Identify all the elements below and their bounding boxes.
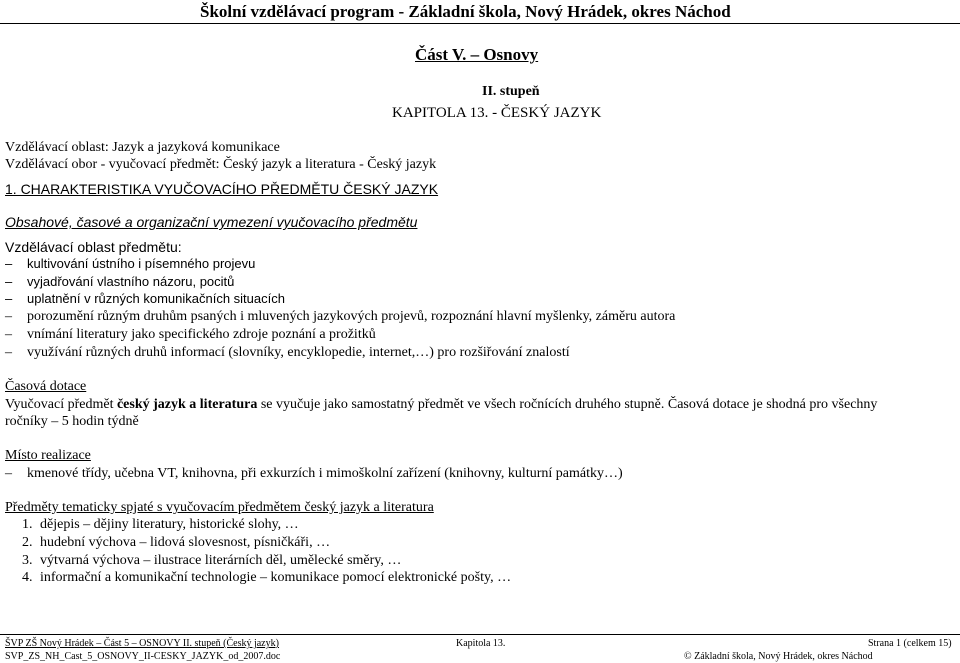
footer-page-number: Strana 1 (celkem 15) bbox=[868, 638, 952, 649]
header-rule bbox=[0, 23, 960, 24]
list-item: – porozumění různým druhům psaných i mluvených jazykových projevů, rozpoznání hlavní myšlenky, záměru autora bbox=[5, 309, 676, 324]
time-allocation-text: Vyučovací předmět český jazyk a literatura se vyučuje jako samostatný předmět ve všech ročnících druhého stupně. Časová dotace je shodná pro všechny bbox=[5, 397, 878, 412]
time-allocation-heading: Časová dotace bbox=[5, 379, 87, 394]
footer-chapter: Kapitola 13. bbox=[456, 638, 506, 649]
footer-filename: SVP_ZS_NH_Cast_5_OSNOVY_II-CESKY_JAZYK_od_2007.doc bbox=[5, 651, 281, 662]
dash-bullet: – bbox=[5, 466, 12, 481]
dash-bullet: – bbox=[5, 256, 13, 271]
footer-rule bbox=[0, 634, 960, 635]
subject-area-heading: Vzdělávací oblast předmětu: bbox=[5, 239, 182, 255]
footer-left-line1: ŠVP ZŠ Nový Hrádek – Část 5 – OSNOVY II. stupeň (Český jazyk) bbox=[5, 638, 279, 649]
characteristics-heading: 1. CHARAKTERISTIKA VYUČOVACÍHO PŘEDMĚTU ČESKÝ JAZYK bbox=[5, 181, 439, 197]
list-item: – využívání různých druhů informací (slovníky, encyklopedie, internet,…) pro rozšiřování znalostí bbox=[5, 345, 570, 360]
list-item: – vyjadřování vlastního názoru, pocitů bbox=[5, 274, 235, 289]
document-header-title: Školní vzdělávací program - Základní škola, Nový Hrádek, okres Náchod bbox=[200, 2, 731, 21]
list-item: 3. výtvarná výchova – ilustrace literárních děl, umělecké směry, … bbox=[22, 553, 402, 568]
dash-bullet: – bbox=[5, 327, 12, 342]
related-subjects-heading: Předměty tematicky spjaté s vyučovacím předmětem český jazyk a literatura bbox=[5, 500, 434, 515]
dash-bullet: – bbox=[5, 291, 13, 306]
list-item: 2. hudební výchova – lidová slovesnost, písničkáři, … bbox=[22, 535, 331, 550]
list-item: 4. informační a komunikační technologie – komunikace pomocí elektronické pošty, … bbox=[22, 570, 512, 585]
content-definition-heading: Obsahové, časové a organizační vymezení vyučovacího předmětu bbox=[5, 214, 418, 230]
dash-bullet: – bbox=[5, 309, 12, 324]
time-allocation-text-2: ročníky – 5 hodin týdně bbox=[5, 414, 139, 429]
part-title: Část V. – Osnovy bbox=[415, 45, 539, 64]
stupen-label: II. stupeň bbox=[482, 84, 540, 99]
footer-copyright: © Základní škola, Nový Hrádek, okres Náchod bbox=[684, 651, 873, 662]
list-item: – uplatnění v různých komunikačních situacích bbox=[5, 291, 285, 306]
list-item: 1. dějepis – dějiny literatury, historické slohy, … bbox=[22, 517, 299, 532]
dash-bullet: – bbox=[5, 274, 13, 289]
educational-field: Vzdělávací obor - vyučovací předmět: Český jazyk a literatura - Český jazyk bbox=[5, 157, 437, 172]
list-item: – kmenové třídy, učebna VT, knihovna, při exkurzích i mimoškolní zařízení (knihovny, kulturní památky…) bbox=[5, 466, 623, 481]
list-item: – kultivování ústního i písemného projevu bbox=[5, 256, 256, 271]
dash-bullet: – bbox=[5, 345, 12, 360]
list-item: – vnímání literatury jako specifického zdroje poznání a prožitků bbox=[5, 327, 376, 342]
chapter-title: KAPITOLA 13. - ČESKÝ JAZYK bbox=[392, 105, 602, 121]
location-heading: Místo realizace bbox=[5, 448, 91, 463]
educational-area: Vzdělávací oblast: Jazyk a jazyková komunikace bbox=[5, 140, 280, 155]
